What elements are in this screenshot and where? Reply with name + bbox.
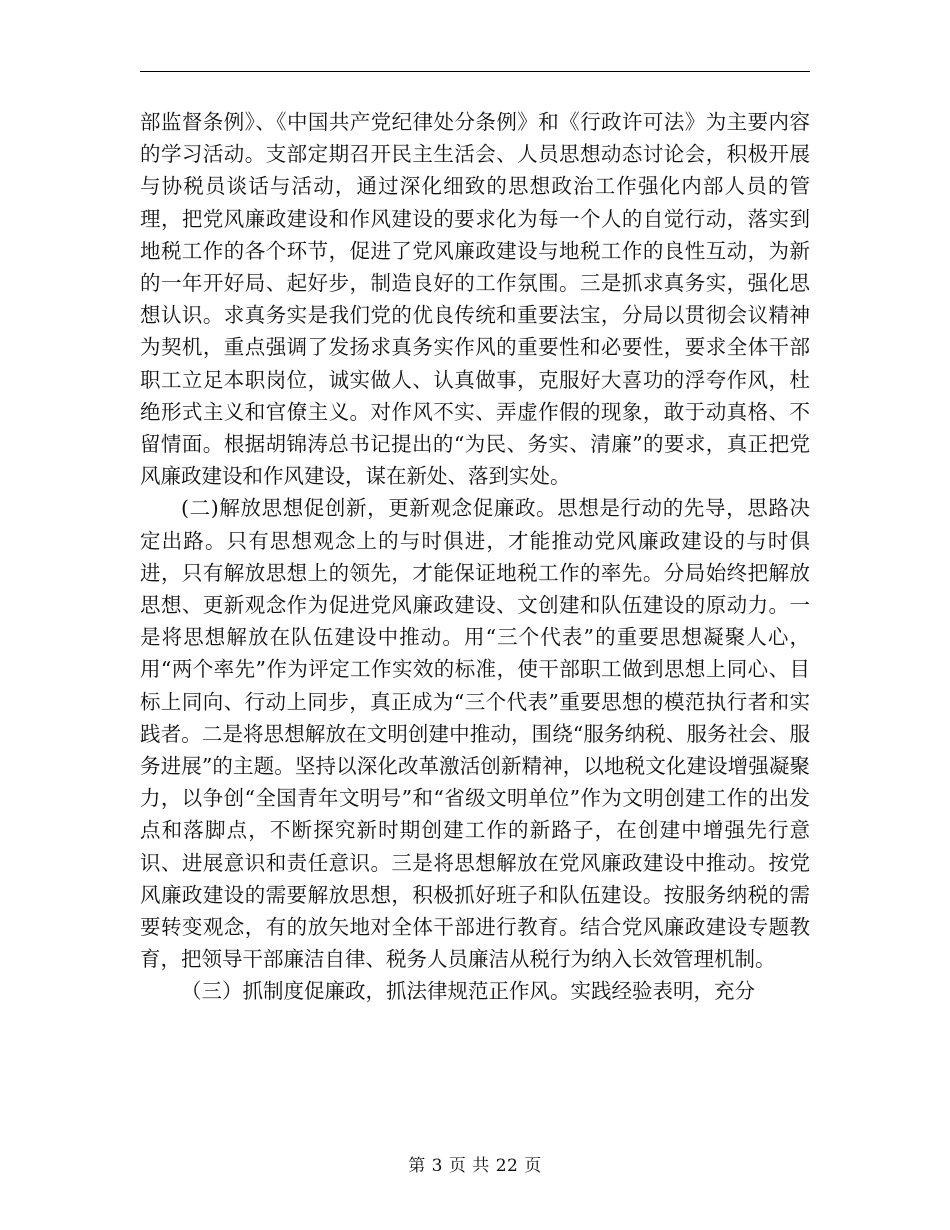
paragraph-3: （三）抓制度促廉政，抓法律规范正作风。实践经验表明，充分 <box>181 979 755 1004</box>
paragraph-1: 部监督条例》、《中国共产党纪律处分条例》和《行政许可法》为主要内容的学习活动。支部定期召开民主生活会、人员思想动态讨论会，积极开展与协税员谈话与活动，通过深化细致的思想政治工作强化内部人员的管理，把党风廉政建设和作风建设的要求化为每一个人的自觉行动，落实到地税工作的各个环节，促进了党风廉政建设与地税工作的良性互动，为新的一年开好局、起好步，制造良好的工作氛围。三是抓求真务实，强化思想认识。求真务实是我们党的优良传统和重要法宝，分局以贯彻会议精神为契机，重点强调了发扬求真务实作风的重要性和必要性，要求全体干部职工立足本职岗位，诚实做人、认真做事，克服好大喜功的浮夸作风，杜绝形式主义和官僚主义。对作风不实、弄虚作假的现象，敢于动真格、不留情面。根据胡锦涛总书记提出的“为民、务实、清廉”的要求，真正把党风廉政建设和作风建设，谋在新处、落到实处。 <box>140 110 810 489</box>
page-number-footer: 第 3 页 共 22 页 <box>408 1156 542 1176</box>
header-rule <box>140 71 810 72</box>
paragraph-2: (二)解放思想促创新，更新观念促廉政。思想是行动的先导，思路决定出路。只有思想观念上的与时俱进，才能推动党风廉政建设的与时俱进，只有解放思想上的领先，才能保证地税工作的率先。分局始终把解放思想、更新观念作为促进党风廉政建设、文创建和队伍建设的原动力。一是将思想解放在队伍建设中推动。用“三个代表”的重要思想凝聚人心，用“两个率先”作为评定工作实效的标准，使干部职工做到思想上同心、目标上同向、行动上同步，真正成为“三个代表”重要思想的模范执行者和实践者。二是将思想解放在文明创建中推动，围绕“服务纳税、服务社会、服务进展”的主题。坚持以深化改革激活创新精神，以地税文化建设增强凝聚力，以争创“全国青年文明号”和“省级文明单位”作为文明创建工作的出发点和落脚点，不断探究新时期创建工作的新路子，在创建中增强先行意识、进展意识和责任意识。三是将思想解放在党风廉政建设中推动。按党风廉政建设的需要解放思想，积极抓好班子和队伍建设。按服务纳税的需要转变观念，有的放矢地对全体干部进行教育。结合党风廉政建设专题教育，把领导干部廉洁自律、税务人员廉洁从税行为纳入长效管理机制。 <box>140 496 810 972</box>
document-body <box>140 106 810 1008</box>
